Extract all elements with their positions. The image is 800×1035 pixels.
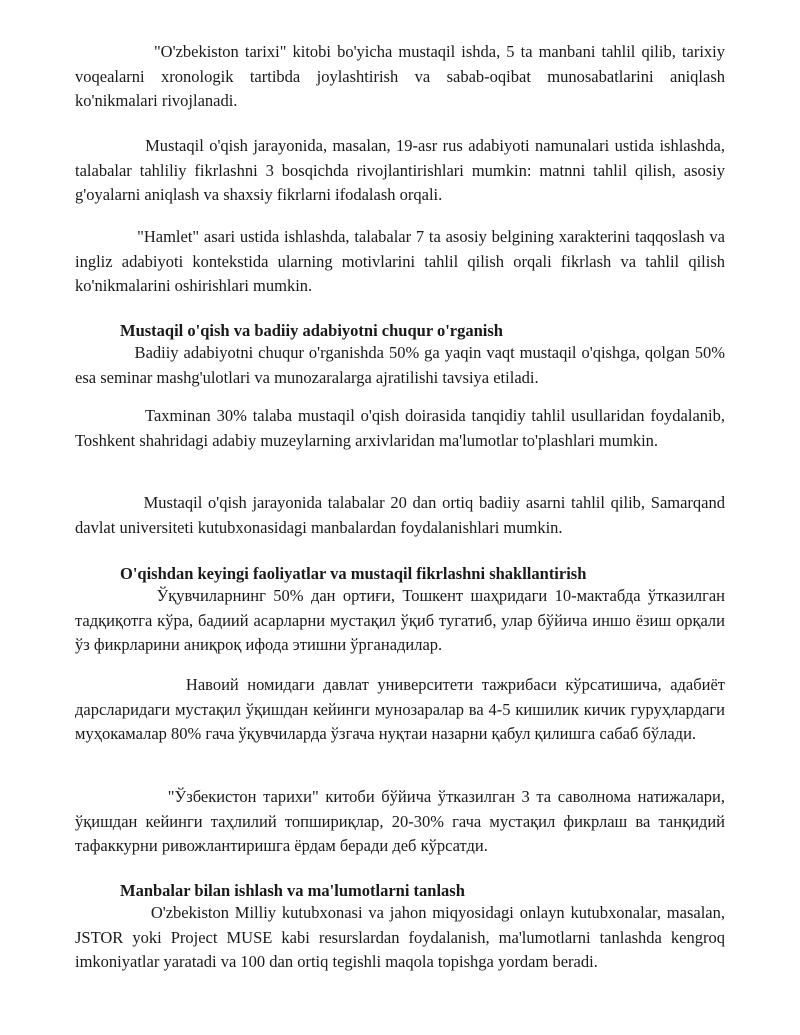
paragraph-critical-analysis: Taxminan 30% talaba mustaqil o'qish doirasida tanqidiy tahlil usullaridan foydalanib, Toshkent shahridagi adabiy muzeylarning arxivlaridan ma'lumotlar to'plashlari mumkin. (75, 406, 725, 450)
paragraph-history-book: "O'zbekiston tarixi" kitobi bo'yicha mustaqil ishda, 5 ta manbani tahlil qilib, tarixiy voqealarni xronologik tartibda joylashtirish va sabab-oqibat munosabatlarini aniqlash ko'nikmalari rivojlanadi. (75, 42, 725, 110)
paragraph-navoi-university: Навоий номидаги давлат университети тажрибаси кўрсатишича, адабиёт дарсларидаги мустақил ўқишдан кейинги мунозаралар ва 4-5 кишилик кичик гуруҳлардаги муҳокамалар 80% гача ўқувчиларда ўзгача нуқтаи назарни қабул қилишга сабаб бўлади. (75, 675, 725, 743)
section-heading-independent-reading: Mustaqil o'qish va badiiy adabiyotni chuqur o'rganish (120, 321, 503, 340)
paragraph-samarkand-library: Mustaqil o'qish jarayonida talabalar 20 dan ortiq badiiy asarni tahlil qilib, Samarqand davlat universiteti kutubxonasidagi manbalardan foydalanishlari mumkin. (75, 493, 725, 537)
paragraph-tashkent-study: Ўқувчиларнинг 50% дан ортиғи, Тошкент шаҳридаги 10-мактабда ўтказилган тадқиқотга кўра, бадиий асарларни мустақил ўқиб тугатиб, улар бўйича иншо ёзиш орқали ўз фикрларини аниқроқ ифода этишни ўрганадилар. (75, 586, 725, 654)
section-heading-sources: Manbalar bilan ishlash va ma'lumotlarni tanlash (120, 881, 465, 900)
paragraph-hamlet: "Hamlet" asari ustida ishlashda, talabalar 7 ta asosiy belgining xarakterini taqqoslash va ingliz adabiyoti kontekstida ularning motivlarini tahlil qilish orqali fikrlash va tahlil qilish ko'nikmalarini oshirishlari mumkin. (75, 227, 725, 295)
paragraph-russian-literature: Mustaqil o'qish jarayonida, masalan, 19-asr rus adabiyoti namunalari ustida ishlashda, talabalar tahliliy fikrlashni 3 bosqichda rivojlantirishlari mumkin: matnni tahlil qilish, asosiy g'oyalarni aniqlash va shaxsiy fikrlarni ifodalash orqali. (75, 136, 725, 204)
paragraph-time-allocation: Badiiy adabiyotni chuqur o'rganishda 50% ga yaqin vaqt mustaqil o'qishga, qolgan 50% esa seminar mashg'ulotlari va munozaralarga ajratilishi tavsiya etiladi. (75, 343, 725, 387)
paragraph-national-library: O'zbekiston Milliy kutubxonasi va jahon miqyosidagi onlayn kutubxonalar, masalan, JSTOR yoki Project MUSE kabi resurslardan foydalanish, ma'lumotlarni tanlashda kengroq imkoniyatlar yaratadi va 100 dan ortiq tegishli maqola topishga yordam beradi. (75, 903, 725, 971)
section-heading-post-reading: O'qishdan keyingi faoliyatlar va mustaqil fikrlashni shakllantirish (120, 564, 587, 583)
paragraph-uzbek-history-survey: "Ўзбекистон тарихи" китоби бўйича ўтказилган 3 та саволнома натижалари, ўқишдан кейинги таҳлилий топшириқлар, 20-30% гача мустақил фикрлаш ва танқидий тафаккурни ривожлантиришга ёрдам беради деб кўрсатди. (75, 787, 725, 855)
